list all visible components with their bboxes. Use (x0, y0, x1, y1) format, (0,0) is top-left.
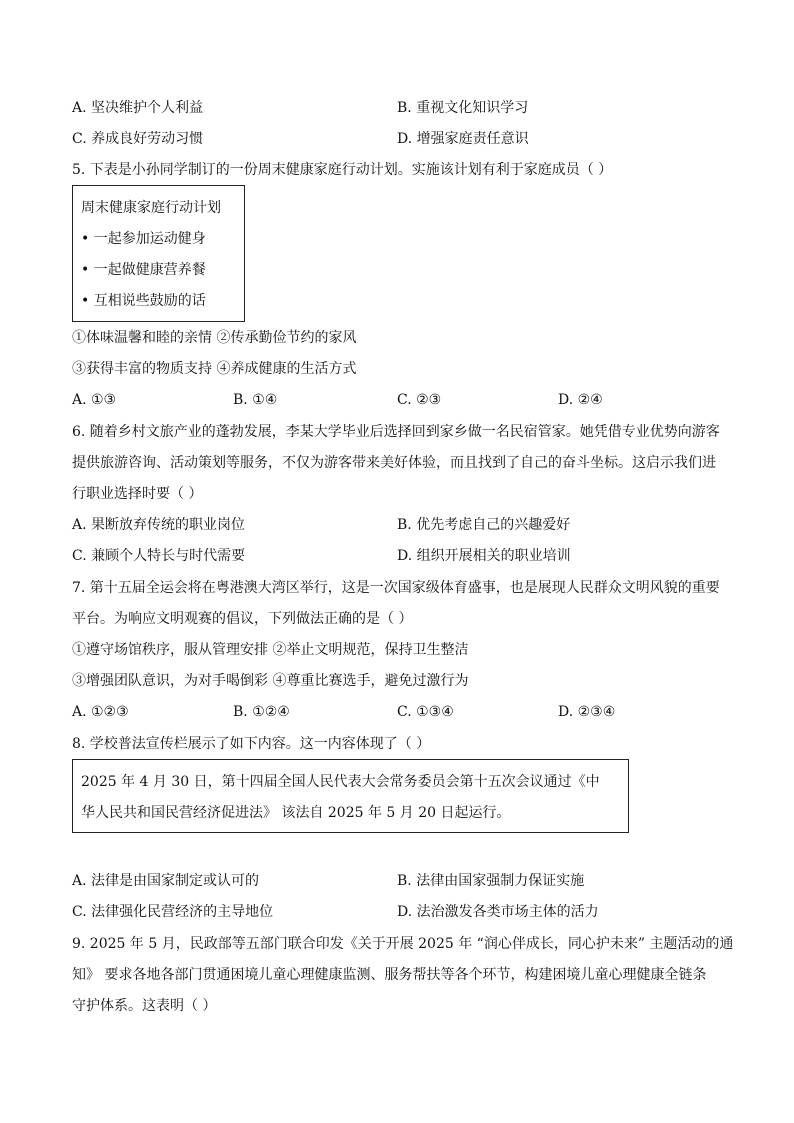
q8-option-b: B. 法律由国家强制力保证实施 (397, 873, 585, 889)
q7-statements-2: ③增强团队意识，为对手喝倒彩 ④尊重比赛选手，避免过激行为 (72, 673, 469, 689)
q5-statements-1: ①体味温馨和睦的亲情 ②传承勤俭节约的家风 (72, 330, 357, 346)
q8-option-c: C. 法律强化民营经济的主导地位 (72, 904, 274, 920)
q7-statements-1: ①遵守场馆秩序，服从管理安排 ②举止文明规范，保持卫生整洁 (72, 642, 469, 658)
q5-plan-item: • 一起参加运动健身 (81, 231, 206, 247)
q6-option-c: C. 兼顾个人特长与时代需要 (72, 548, 246, 564)
q7-option-c: C. ①③④ (397, 704, 454, 720)
q7-option-d: D. ②③④ (558, 704, 616, 720)
q6-stem-line-1: 6. 随着乡村文旅产业的蓬勃发展，李某大学毕业后选择回到家乡做一名民宿管家。她凭借专业优势向游客 (72, 424, 720, 440)
q5-plan-title: 周末健康家庭行动计划 (81, 200, 221, 216)
q8-law-box (72, 759, 629, 833)
q4-option-d: D. 增强家庭责任意识 (397, 131, 529, 147)
q5-stem: 5. 下表是小孙同学制订的一份周末健康家庭行动计划。实施该计划有利于家庭成员（ ） (72, 162, 613, 178)
q9-stem-line-2: 知》 要求各地各部门贯通困境儿童心理健康监测、服务帮扶等各个环节，构建困境儿童心理健康全链条 (72, 967, 707, 983)
q8-law-text-line-2: 华人民共和国民营经济促进法》 该法自 2025 年 5 月 20 日起运行。 (81, 805, 511, 821)
q9-stem-line-1: 9. 2025 年 5 月，民政部等五部门联合印发《关于开展 2025 年 “润心伴成长，同心护未来” 主题活动的通 (72, 936, 734, 952)
q5-option-a: A. ①③ (72, 392, 117, 408)
q8-law-text-line-1: 2025 年 4 月 30 日，第十四届全国人民代表大会常务委员会第十五次会议通过《中 (81, 774, 600, 790)
q7-stem-line-2: 平台。为响应文明观赛的倡议，下列做法正确的是（ ） (72, 611, 413, 627)
q5-option-d: D. ②④ (558, 392, 603, 408)
q7-option-b: B. ①②④ (233, 704, 290, 720)
q4-option-c: C. 养成良好劳动习惯 (72, 131, 204, 147)
q5-plan-box (72, 185, 245, 322)
q8-option-d: D. 法治激发各类市场主体的活力 (397, 904, 599, 920)
q5-plan-item: • 一起做健康营养餐 (81, 262, 206, 278)
q6-stem-line-3: 行职业选择时要（ ） (72, 486, 203, 502)
q5-statements-2: ③获得丰富的物质支持 ④养成健康的生活方式 (72, 361, 357, 377)
q5-option-b: B. ①④ (233, 392, 278, 408)
q8-stem: 8. 学校普法宣传栏展示了如下内容。这一内容体现了（ ） (72, 736, 431, 752)
q5-plan-item: • 互相说些鼓励的话 (81, 293, 206, 309)
q6-option-b: B. 优先考虑自己的兴趣爱好 (397, 517, 571, 533)
q4-option-b: B. 重视文化知识学习 (397, 100, 529, 116)
q7-stem-line-1: 7. 第十五届全运会将在粤港澳大湾区举行，这是一次国家级体育盛事，也是展现人民群众文明风貌的重要 (72, 580, 720, 596)
q9-stem-line-3: 守护体系。这表明（ ） (72, 998, 217, 1014)
q6-stem-line-2: 提供旅游咨询、活动策划等服务，不仅为游客带来美好体验，而且找到了自己的奋斗坐标。这启示我们进 (72, 455, 716, 471)
q8-option-a: A. 法律是由国家制定或认可的 (72, 873, 260, 889)
q4-option-a: A. 坚决维护个人利益 (72, 100, 204, 116)
q5-option-c: C. ②③ (397, 392, 442, 408)
q6-option-d: D. 组织开展相关的职业培训 (397, 548, 571, 564)
q6-option-a: A. 果断放弃传统的职业岗位 (72, 517, 246, 533)
q7-option-a: A. ①②③ (72, 704, 129, 720)
